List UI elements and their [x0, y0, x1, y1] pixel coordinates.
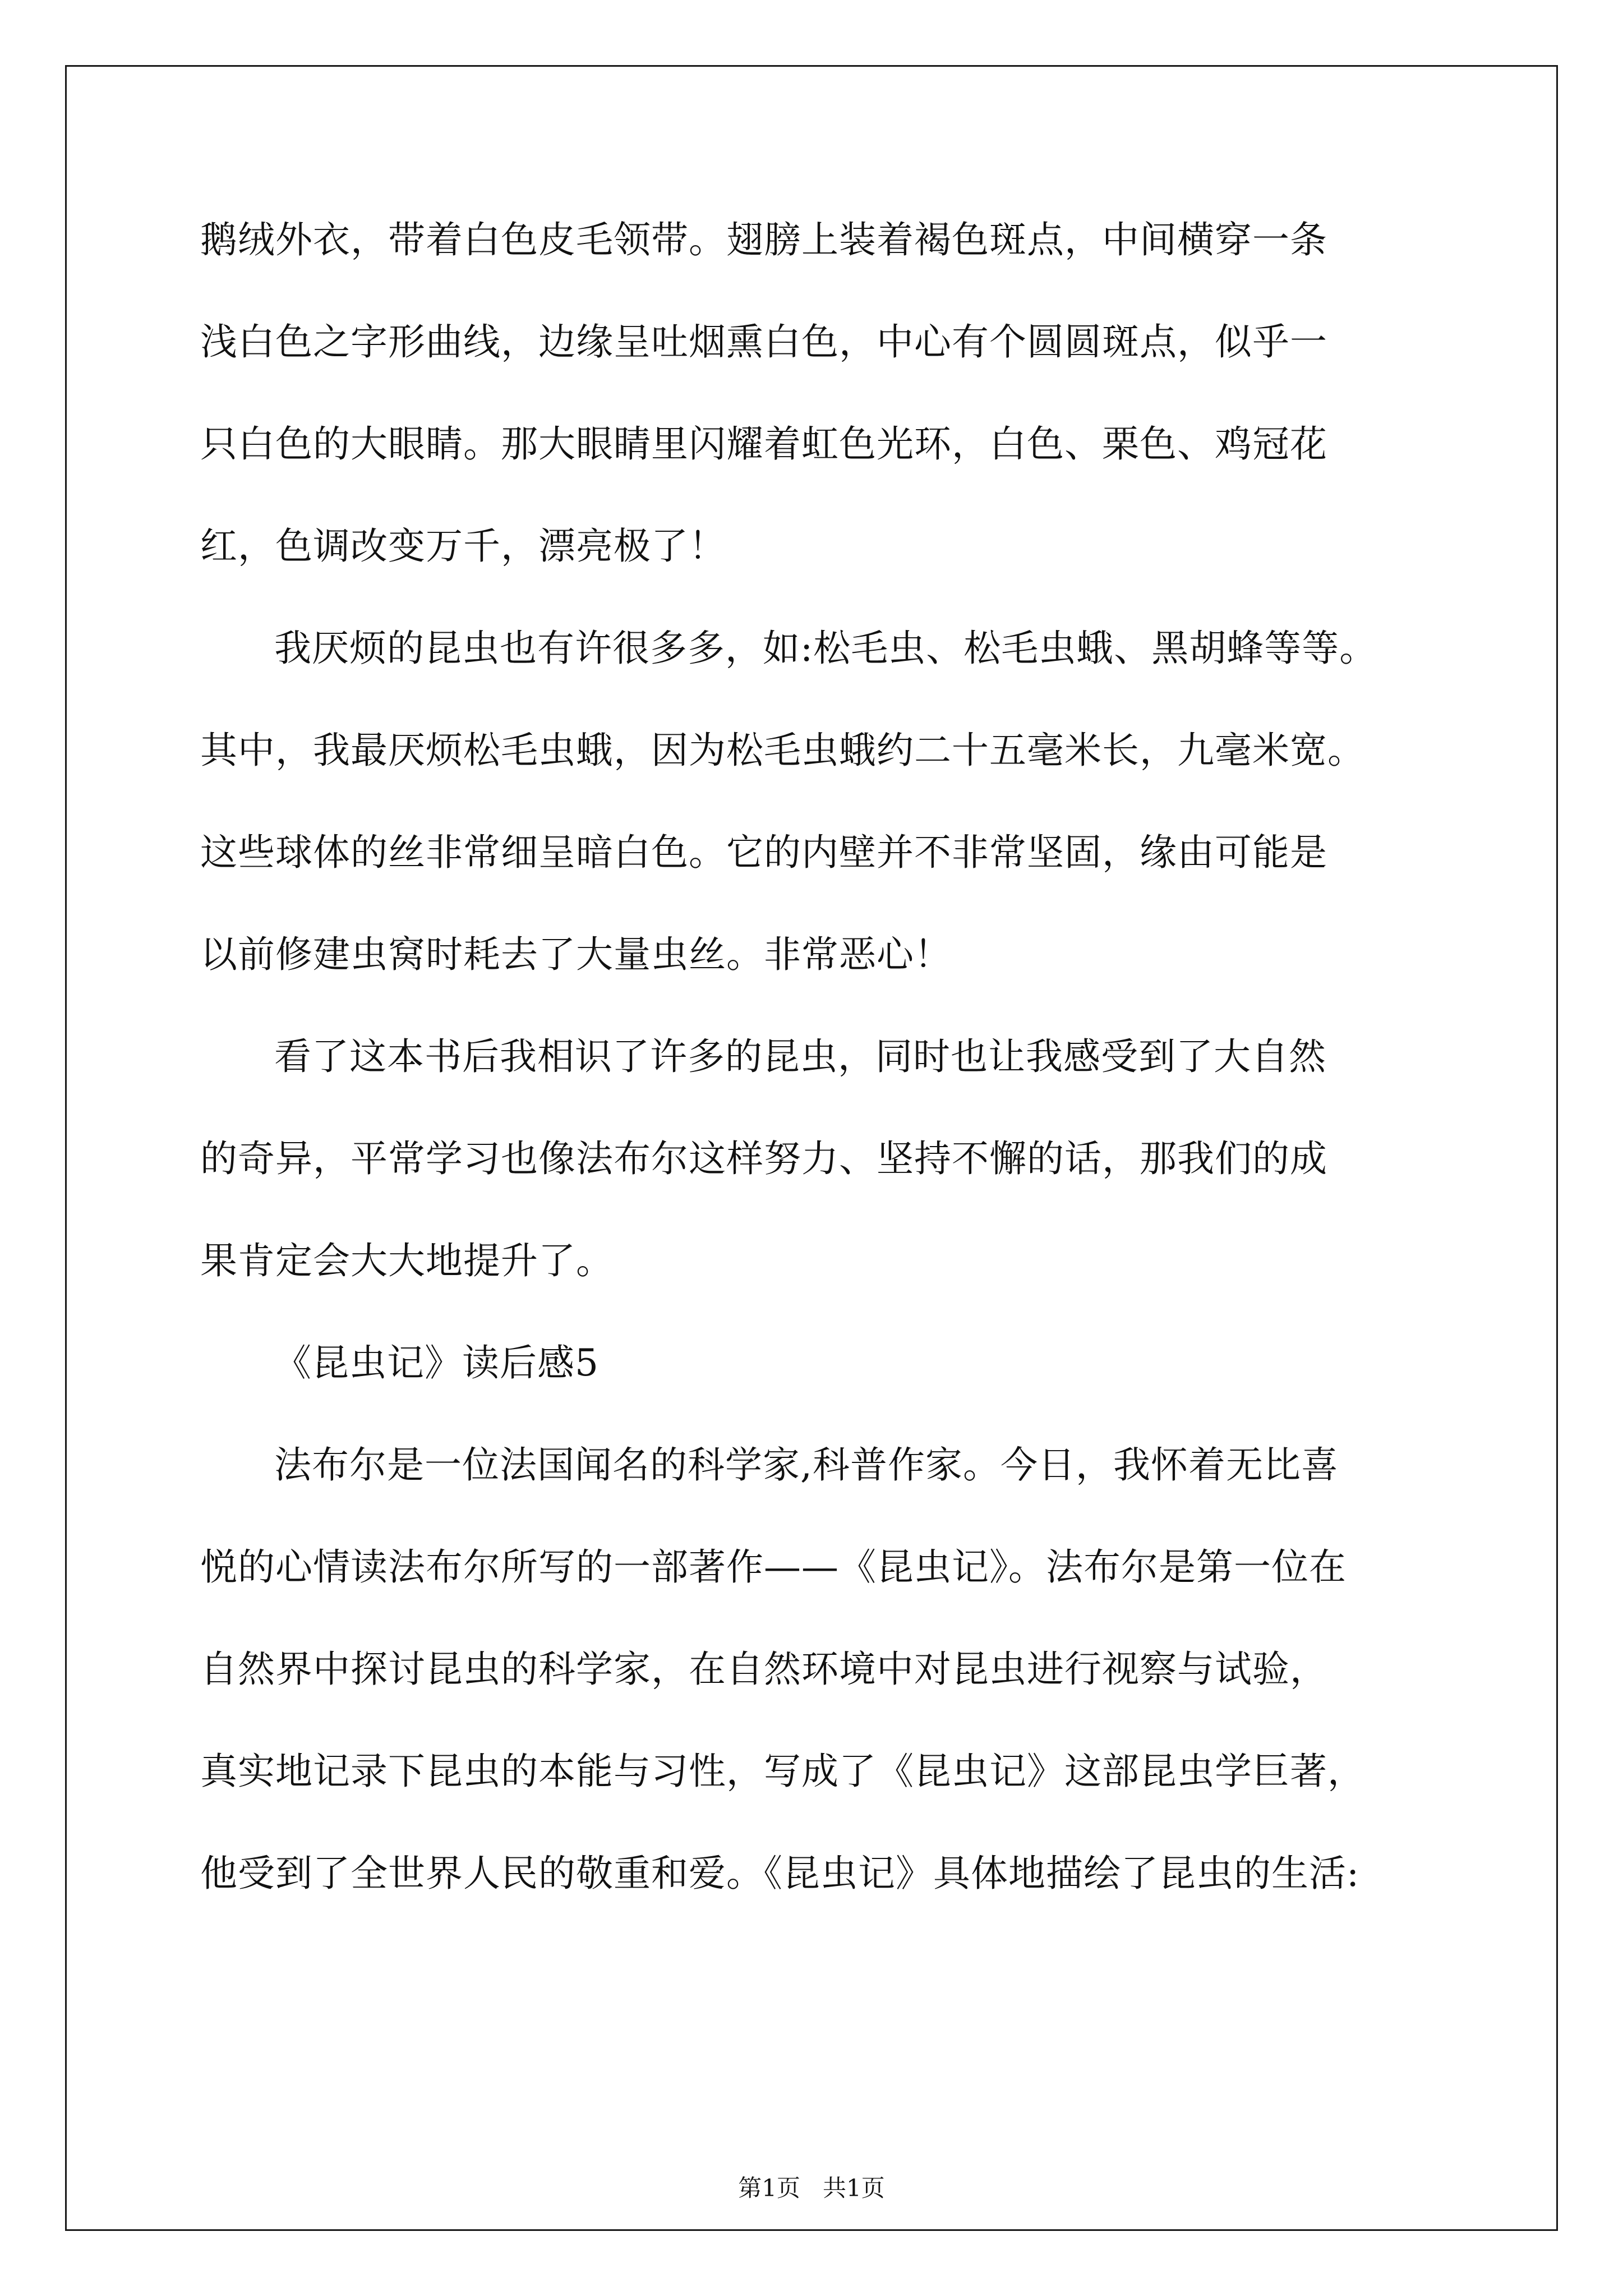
text-line: 悦的心情读法布尔所写的一部著作——《昆虫记》。法布尔是第一位在 [200, 1545, 1347, 1589]
paragraph-start-line: 看了这本书后我相识了许多的昆虫，同时也让我感受到了大自然 [274, 1035, 1326, 1078]
text-line: 鹅绒外衣，带着白色皮毛领带。翅膀上装着褐色斑点，中间横穿一条 [200, 218, 1327, 261]
text-line: 以前修建虫窝时耗去了大量虫丝。非常恶心！ [200, 933, 952, 976]
text-line: 浅白色之字形曲线，边缘呈吐烟熏白色，中心有个圆圆斑点，似乎一 [200, 320, 1327, 364]
text-line: 自然界中探讨昆虫的科学家，在自然环境中对昆虫进行视察与试验， [200, 1648, 1327, 1691]
text-line: 真实地记录下昆虫的本能与习性，写成了《昆虫记》这部昆虫学巨著， [200, 1750, 1365, 1793]
document-body [200, 213, 1484, 1949]
page-number-footer: 第1页 共1页 [738, 2174, 885, 2202]
text-line: 他受到了全世界人民的敬重和爱。《昆虫记》具体地描绘了昆虫的生活: [200, 1852, 1360, 1895]
text-line: 其中，我最厌烦松毛虫蛾，因为松毛虫蛾约二十五毫米长，九毫米宽。 [200, 729, 1365, 772]
text-line: 这些球体的丝非常细呈暗白色。它的内壁并不非常坚固，缘由可能是 [200, 831, 1327, 874]
paragraph-start-line: 法布尔是一位法国闻名的科学家,科普作家。今日，我怀着无比喜 [274, 1443, 1339, 1487]
text-line: 红，色调改变万千，漂亮极了！ [200, 524, 726, 568]
paragraph-start-line: 我厌烦的昆虫也有许很多多，如:松毛虫、松毛虫蛾、黑胡蜂等等。 [274, 627, 1377, 670]
text-line: 的奇异，平常学习也像法布尔这样努力、坚持不懈的话，那我们的成 [200, 1137, 1327, 1180]
text-line: 果肯定会大大地提升了。 [200, 1239, 614, 1282]
text-line: 只白色的大眼睛。那大眼睛里闪耀着虹色光环，白色、栗色、鸡冠花 [200, 422, 1327, 466]
section-heading: 《昆虫记》读后感5 [274, 1341, 599, 1384]
